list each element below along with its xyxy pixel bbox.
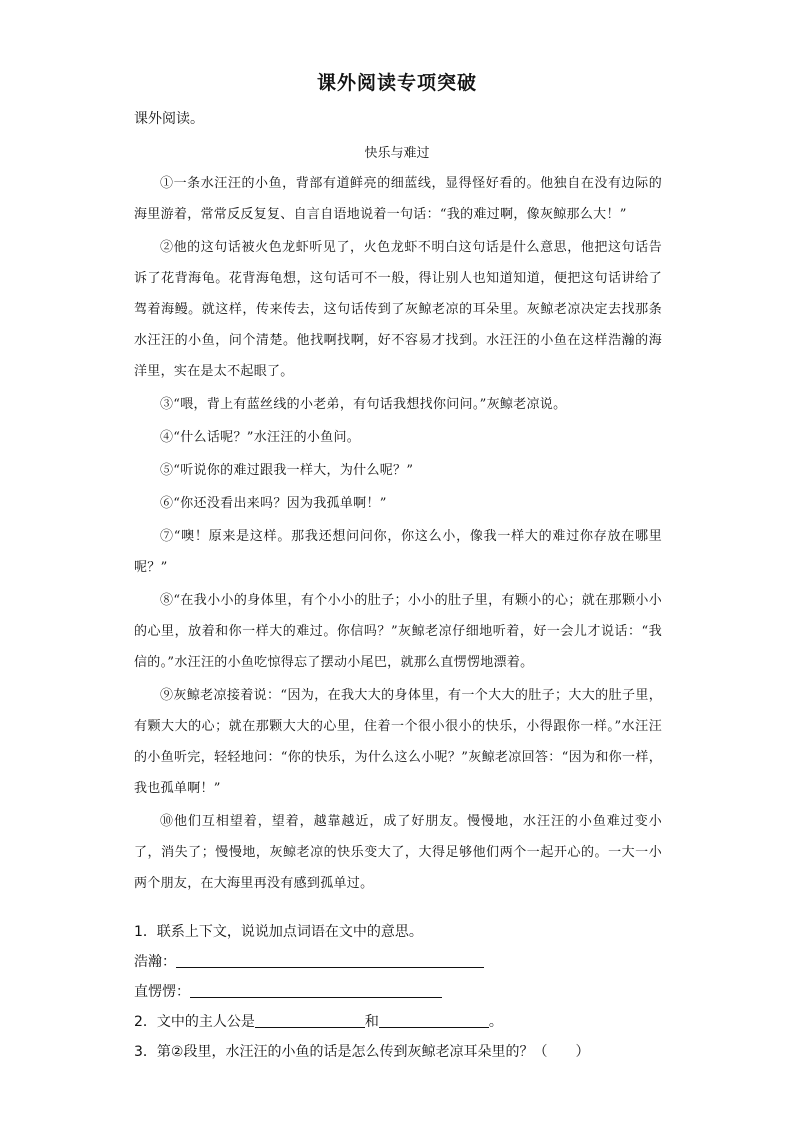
paragraph: ①一条水汪汪的小鱼，背部有道鲜亮的细蓝线，显得怪好看的。他独自在没有边际的海里游着，常常反反复复、自言自语地说着一句话：“我的难过啊，像灰鲸那么大！” <box>134 176 662 222</box>
question-1: 1．联系上下文，说说加点词语在文中的意思。 <box>134 924 423 940</box>
question-3: 3．第②段里，水汪汪的小鱼的话是怎么传到灰鲸老凉耳朵里的？（ ） <box>134 1044 590 1060</box>
paragraph: ②他的这句话被火色龙虾听见了，火色龙虾不明白这句话是什么意思，他把这句话告诉了花背海龟。花背海龟想，这句话可不一般，得让别人也知道知道，便把这句话讲给了驾着海鳗。就这样，传来传去，这句话传到了灰鲸老凉的耳朵里。灰鲸老凉决定去找那条水汪汪的小鱼，问个清楚。他找啊找啊，好不容易才找到。水汪汪的小鱼在这样浩瀚的海洋里，实在是太不起眼了。 <box>134 240 662 379</box>
question-text: 。 <box>488 1014 503 1030</box>
story-body <box>134 168 662 901</box>
question-text: 2．文中的主人公是 <box>134 1014 255 1030</box>
answer-blank[interactable] <box>379 1011 489 1028</box>
story-title: 快乐与难过 <box>364 146 430 161</box>
question-text: 和 <box>364 1014 379 1030</box>
answer-row-1b <box>134 977 662 1007</box>
answer-blank[interactable] <box>176 951 484 968</box>
page-title: 课外阅读专项突破 <box>316 72 477 94</box>
answer-blank[interactable] <box>190 981 442 998</box>
paragraph: ④“什么话呢？”水汪汪的小鱼问。 <box>160 430 361 445</box>
section-intro: 课外阅读。 <box>134 111 204 127</box>
paragraph: ⑥“你还没看出来吗？因为我孤单啊！” <box>160 496 387 511</box>
paragraph: ⑤“听说你的难过跟我一样大，为什么呢？” <box>160 463 414 478</box>
paragraph: ③“喂，背上有蓝丝线的小老弟，有句话我想找你问问。”灰鲸老凉说。 <box>160 397 567 412</box>
answer-label: 直愣愣： <box>134 984 190 1000</box>
paragraph: ⑧“在我小小的身体里，有个小小的肚子；小小的肚子里，有颗小的心；就在那颗小小的心里，放着和你一样大的难过。你信吗？”灰鲸老凉仔细地听着，好一会儿才说话：“我信的。”水汪汪的小鱼吃惊得忘了摆动小尾巴，就那么直愣愣地漂着。 <box>134 593 662 670</box>
questions <box>134 917 662 1067</box>
answer-blank[interactable] <box>255 1011 365 1028</box>
paragraph: ⑦“噢！原来是这样。那我还想问问你，你这么小，像我一样大的难过你存放在哪里呢？” <box>134 529 662 575</box>
answer-row-1a <box>134 947 662 977</box>
paragraph: ⑨灰鲸老凉接着说：“因为，在我大大的身体里，有一个大大的肚子；大大的肚子里，有颗大大的心；就在那颗大大的心里，住着一个很小很小的快乐，小得跟你一样。”水汪汪的小鱼听完，轻轻地问：“你的快乐，为什么这么小呢？”灰鲸老凉回答：“因为和你一样，我也孤单啊！” <box>134 688 662 796</box>
answer-label: 浩瀚： <box>134 954 176 970</box>
question-2 <box>134 1007 662 1037</box>
paragraph: ⑩他们互相望着，望着，越靠越近，成了好朋友。慢慢地，水汪汪的小鱼难过变小了，消失了；慢慢地，灰鲸老凉的快乐变大了，大得足够他们两个一起开心的。一大一小两个朋友，在大海里再没有感到孤单过。 <box>134 814 662 891</box>
